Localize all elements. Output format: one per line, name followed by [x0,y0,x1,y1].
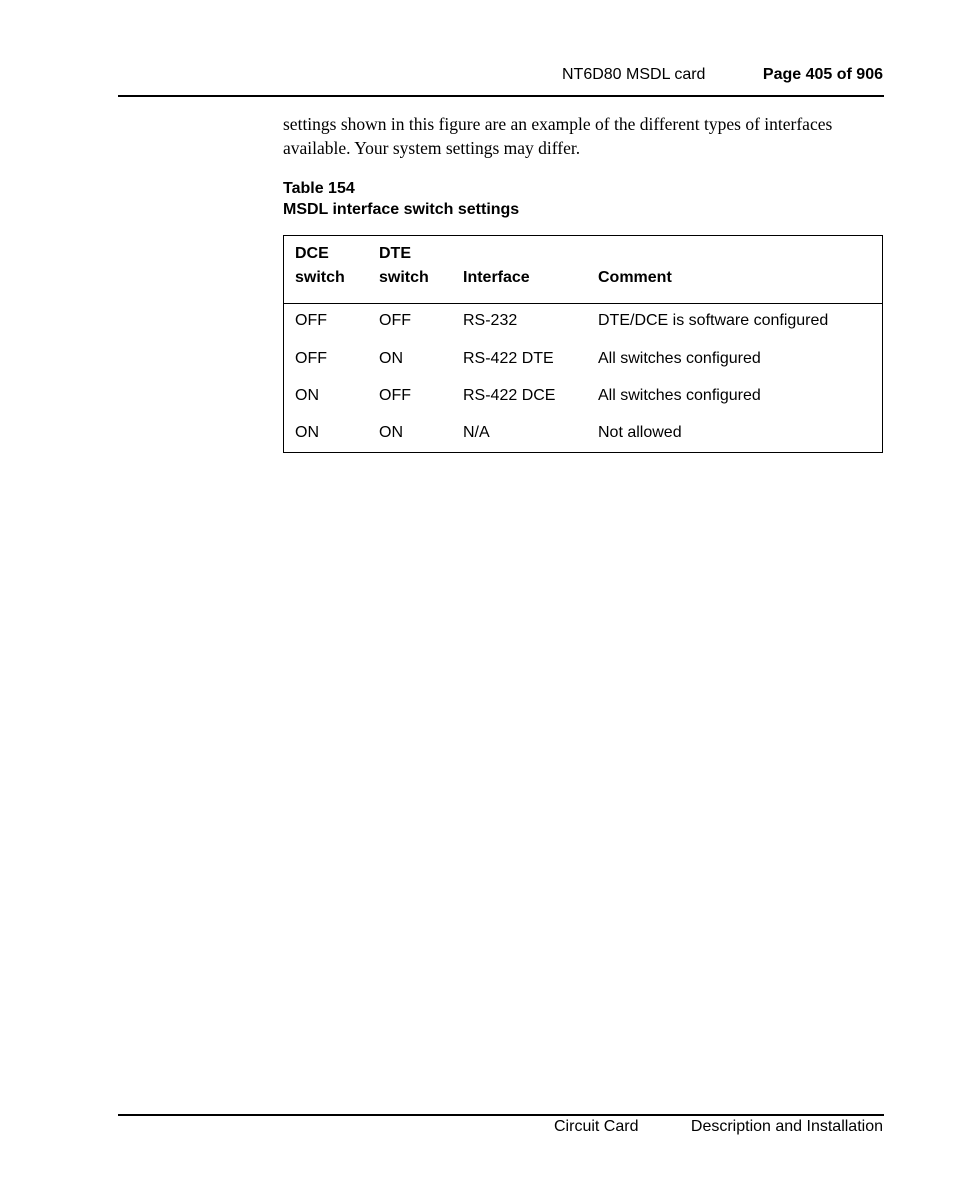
cell-dte-switch: OFF [379,387,411,404]
column-header-comment: Comment [598,269,672,286]
table-header [284,236,882,304]
intro-line: settings shown in this figure are an example of the different types of interfaces [283,114,833,134]
intro-line: available. Your system settings may differ. [283,138,581,158]
column-header-interface: Interface [463,269,530,286]
cell-comment: All switches configured [598,350,761,367]
footer-publication-subtitle: Description and Installation [690,1118,883,1135]
footer-rule [118,1114,884,1116]
cell-dce-switch: ON [295,424,319,441]
cell-dte-switch: ON [379,424,403,441]
cell-dte-switch: OFF [379,312,411,329]
footer-publication-name: Circuit Card [554,1118,639,1135]
cell-comment: All switches configured [598,387,761,404]
table-row [284,421,882,445]
cell-dce-switch: OFF [295,312,327,329]
document-title: NT6D80 MSDL card [562,66,706,83]
table-title: MSDL interface switch settings [283,201,520,218]
switch-settings-table [283,235,883,453]
cell-dce-switch: ON [295,387,319,404]
column-header-dce-switch: DCE switch [295,245,345,286]
cell-comment: DTE/DCE is software configured [598,312,829,329]
cell-interface: RS-422 DCE [463,387,556,404]
cell-comment: Not allowed [598,424,682,441]
table-row [284,384,882,408]
column-header-dte-switch: DTE switch [379,245,429,286]
cell-dte-switch: ON [379,350,403,367]
cell-interface: RS-422 DTE [463,350,554,367]
cell-interface: N/A [463,424,490,441]
table-row [284,347,882,371]
page-number: Page 405 of 906 [762,66,883,83]
table-row [284,309,882,333]
header-rule [118,95,884,97]
cell-interface: RS-232 [463,312,518,329]
intro-paragraph [283,112,883,160]
cell-dce-switch: OFF [295,350,327,367]
table-number: Table 154 [283,180,355,197]
